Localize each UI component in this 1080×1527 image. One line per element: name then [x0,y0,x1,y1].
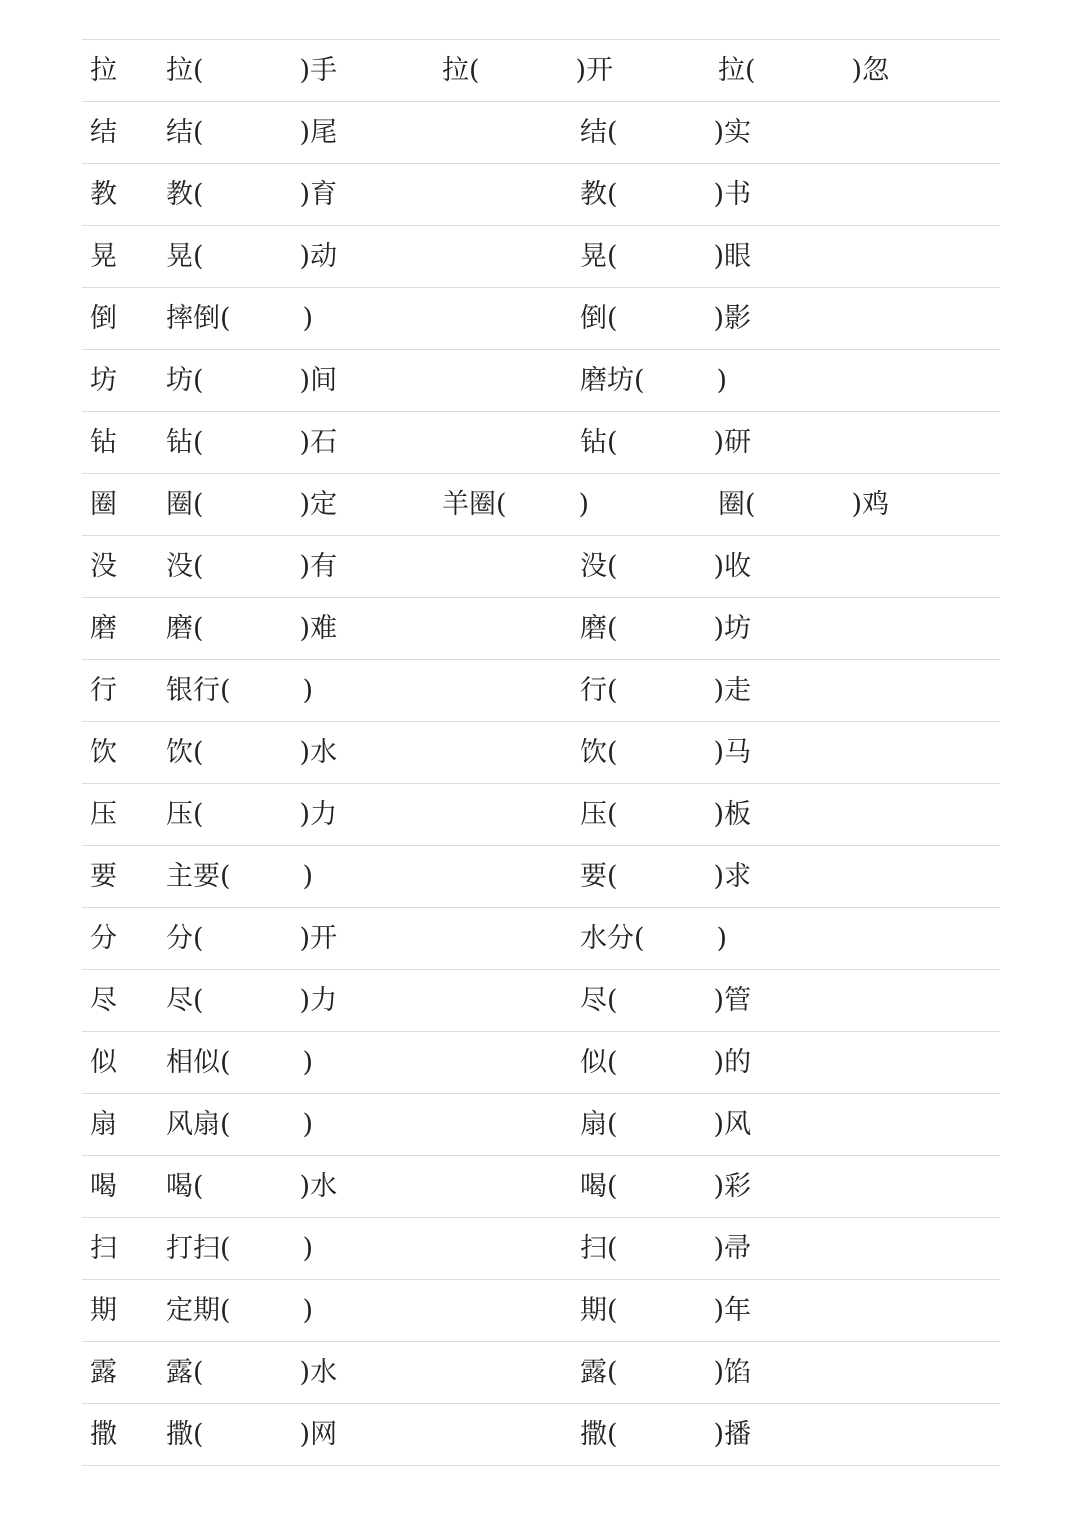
word-item-b [580,536,751,598]
table-row [82,1218,1000,1280]
word-item-a [166,1404,337,1466]
word-item-a [166,102,337,164]
word-item-b [442,40,613,102]
word-item-c [718,40,889,102]
pinyin-answer-blank[interactable] [618,1049,714,1079]
pinyin-answer-blank[interactable] [618,677,714,707]
table-row [82,1032,1000,1094]
word-suffix: )收 [713,551,752,582]
word-suffix: )馅 [713,1357,752,1388]
table-row [82,970,1000,1032]
pinyin-answer-blank[interactable] [204,925,300,955]
pinyin-answer-blank[interactable] [618,615,714,645]
table-row [82,784,1000,846]
word-item-a [166,598,337,660]
word-prefix: 喝( [166,1171,204,1202]
word-item-b [580,350,727,412]
word-suffix: )忽 [851,55,890,86]
word-prefix: 分( [166,923,204,954]
word-prefix: 拉( [166,55,204,86]
table-row [82,1156,1000,1218]
pinyin-answer-blank[interactable] [204,367,300,397]
word-item-b [580,1218,751,1280]
table-row [82,474,1000,536]
word-suffix: )求 [713,861,752,892]
pinyin-answer-blank[interactable] [204,739,300,769]
pinyin-answer-blank[interactable] [204,1421,300,1451]
polyphone-char: 钻 [90,427,117,458]
table-row [82,722,1000,784]
pinyin-answer-blank[interactable] [204,1173,300,1203]
table-row [82,908,1000,970]
pinyin-answer-blank[interactable] [231,1297,303,1327]
word-suffix: )开 [299,923,338,954]
table-row [82,598,1000,660]
pinyin-answer-blank[interactable] [618,987,714,1017]
polyphone-char: 喝 [90,1171,117,1202]
word-prefix: 压( [580,799,618,830]
word-prefix: 结( [166,117,204,148]
word-suffix: )马 [713,737,752,768]
pinyin-answer-blank[interactable] [618,1359,714,1389]
table-row [82,536,1000,598]
word-suffix: )动 [299,241,338,272]
polyphone-char: 没 [90,551,117,582]
word-item-a [166,784,337,846]
pinyin-answer-blank[interactable] [618,1297,714,1327]
pinyin-answer-blank[interactable] [231,305,303,335]
word-prefix: 相似( [166,1047,231,1078]
pinyin-answer-blank[interactable] [618,305,714,335]
pinyin-answer-blank[interactable] [618,863,714,893]
pinyin-answer-blank[interactable] [231,677,303,707]
word-item-b [580,164,751,226]
pinyin-answer-blank[interactable] [756,491,852,521]
word-item-a [166,1156,337,1218]
word-suffix: )水 [299,1171,338,1202]
word-prefix: 摔倒( [166,303,231,334]
polyphone-char: 期 [90,1295,117,1326]
pinyin-answer-blank[interactable] [231,1049,303,1079]
word-suffix: )书 [713,179,752,210]
word-suffix: )走 [713,675,752,706]
word-suffix: )难 [299,613,338,644]
pinyin-answer-blank[interactable] [231,1111,303,1141]
word-item-b [580,970,751,1032]
polyphone-char: 饮 [90,737,117,768]
word-prefix: 没( [580,551,618,582]
word-prefix: 尽( [580,985,618,1016]
pinyin-answer-blank[interactable] [204,553,300,583]
word-suffix: )网 [299,1419,338,1450]
word-item-b [580,846,751,908]
word-suffix: )风 [713,1109,752,1140]
polyphone-char: 倒 [90,303,117,334]
word-suffix: )的 [713,1047,752,1078]
pinyin-answer-blank[interactable] [618,1111,714,1141]
word-prefix: 倒( [580,303,618,334]
word-item-c [718,474,889,536]
polyphone-char: 撒 [90,1419,117,1450]
word-prefix: 磨( [166,613,204,644]
word-item-a [166,1280,313,1342]
table-row [82,412,1000,474]
word-suffix: )坊 [713,613,752,644]
pinyin-answer-blank[interactable] [480,57,576,87]
word-prefix: 教( [166,179,204,210]
word-prefix: 饮( [580,737,618,768]
word-item-a [166,412,337,474]
word-prefix: 饮( [166,737,204,768]
worksheet-table [82,39,1000,1466]
table-row [82,1094,1000,1156]
word-suffix: ) [302,1295,314,1326]
word-suffix: )有 [299,551,338,582]
pinyin-answer-blank[interactable] [204,491,300,521]
word-suffix: ) [302,303,314,334]
word-suffix: )实 [713,117,752,148]
word-prefix: 压( [166,799,204,830]
pinyin-answer-blank[interactable] [507,491,579,521]
word-item-b [580,412,751,474]
word-item-b [580,1342,751,1404]
table-row [82,226,1000,288]
word-prefix: 晃( [166,241,204,272]
word-prefix: 羊圈( [442,489,507,520]
polyphone-char: 圈 [90,489,117,520]
word-item-b [580,1156,751,1218]
word-item-a [166,1032,313,1094]
word-suffix: )眼 [713,241,752,272]
word-suffix: ) [716,365,728,396]
polyphone-char: 扫 [90,1233,117,1264]
polyphone-char: 要 [90,861,117,892]
pinyin-answer-blank[interactable] [618,119,714,149]
word-suffix: )育 [299,179,338,210]
word-prefix: 结( [580,117,618,148]
word-prefix: 磨坊( [580,365,645,396]
pinyin-answer-blank[interactable] [204,57,300,87]
word-prefix: 露( [166,1357,204,1388]
word-prefix: 撒( [580,1419,618,1450]
word-prefix: 喝( [580,1171,618,1202]
word-item-b [580,598,751,660]
pinyin-answer-blank[interactable] [204,429,300,459]
pinyin-answer-blank[interactable] [204,1359,300,1389]
polyphone-char: 结 [90,117,117,148]
word-prefix: 风扇( [166,1109,231,1140]
word-item-b [580,1280,751,1342]
word-prefix: 露( [580,1357,618,1388]
word-item-b [442,474,589,536]
word-prefix: 教( [580,179,618,210]
word-suffix: ) [302,861,314,892]
word-prefix: 打扫( [166,1233,231,1264]
word-prefix: 行( [580,675,618,706]
word-prefix: 水分( [580,923,645,954]
word-prefix: 拉( [718,55,756,86]
word-prefix: 坊( [166,365,204,396]
word-item-b [580,102,751,164]
word-suffix: ) [302,1047,314,1078]
pinyin-answer-blank[interactable] [645,367,717,397]
word-suffix: )鸡 [851,489,890,520]
word-suffix: )水 [299,737,338,768]
word-prefix: 扫( [580,1233,618,1264]
pinyin-answer-blank[interactable] [204,243,300,273]
table-row [82,1404,1000,1466]
word-prefix: 没( [166,551,204,582]
table-row [82,1280,1000,1342]
pinyin-answer-blank[interactable] [618,1173,714,1203]
word-item-a [166,288,313,350]
word-suffix: )间 [299,365,338,396]
pinyin-answer-blank[interactable] [231,863,303,893]
table-row [82,102,1000,164]
word-suffix: )彩 [713,1171,752,1202]
word-item-a [166,350,337,412]
word-item-b [580,1404,751,1466]
word-suffix: ) [578,489,590,520]
word-prefix: 磨( [580,613,618,644]
word-prefix: 尽( [166,985,204,1016]
word-item-a [166,660,313,722]
pinyin-answer-blank[interactable] [618,739,714,769]
word-prefix: 撒( [166,1419,204,1450]
word-item-a [166,1342,337,1404]
word-suffix: )帚 [713,1233,752,1264]
word-prefix: 主要( [166,861,231,892]
word-suffix: )尾 [299,117,338,148]
word-prefix: 期( [580,1295,618,1326]
word-item-b [580,784,751,846]
polyphone-char: 分 [90,923,117,954]
word-item-b [580,1094,751,1156]
word-suffix: )板 [713,799,752,830]
pinyin-answer-blank[interactable] [204,987,300,1017]
word-suffix: )影 [713,303,752,334]
word-item-a [166,846,313,908]
table-row [82,350,1000,412]
word-prefix: 要( [580,861,618,892]
word-prefix: 银行( [166,675,231,706]
word-prefix: 定期( [166,1295,231,1326]
table-row [82,40,1000,102]
polyphone-char: 尽 [90,985,117,1016]
word-suffix: )年 [713,1295,752,1326]
pinyin-answer-blank[interactable] [756,57,852,87]
pinyin-answer-blank[interactable] [618,801,714,831]
pinyin-answer-blank[interactable] [618,429,714,459]
word-item-a [166,970,337,1032]
word-item-a [166,474,337,536]
table-row [82,846,1000,908]
pinyin-answer-blank[interactable] [204,615,300,645]
word-suffix: )开 [575,55,614,86]
polyphone-char: 压 [90,799,117,830]
word-suffix: )石 [299,427,338,458]
word-suffix: )播 [713,1419,752,1450]
word-prefix: 扇( [580,1109,618,1140]
polyphone-char: 坊 [90,365,117,396]
table-row [82,1342,1000,1404]
pinyin-answer-blank[interactable] [645,925,717,955]
word-suffix: )力 [299,985,338,1016]
word-suffix: ) [302,675,314,706]
word-item-b [580,1032,751,1094]
word-prefix: 圈( [166,489,204,520]
word-item-a [166,1218,313,1280]
word-prefix: 晃( [580,241,618,272]
pinyin-answer-blank[interactable] [618,1235,714,1265]
polyphone-char: 磨 [90,613,117,644]
word-suffix: )水 [299,1357,338,1388]
table-row [82,660,1000,722]
word-item-b [580,660,751,722]
word-item-a [166,1094,313,1156]
word-item-a [166,722,337,784]
pinyin-answer-blank[interactable] [231,1235,303,1265]
pinyin-answer-blank[interactable] [618,181,714,211]
word-item-a [166,908,337,970]
word-prefix: 似( [580,1047,618,1078]
word-suffix: )定 [299,489,338,520]
word-prefix: 钻( [166,427,204,458]
pinyin-answer-blank[interactable] [618,243,714,273]
word-suffix: ) [302,1109,314,1140]
polyphone-char: 晃 [90,241,117,272]
word-prefix: 钻( [580,427,618,458]
word-item-a [166,536,337,598]
word-suffix: )管 [713,985,752,1016]
word-suffix: )研 [713,427,752,458]
pinyin-answer-blank[interactable] [204,181,300,211]
word-prefix: 圈( [718,489,756,520]
polyphone-char: 扇 [90,1109,117,1140]
polyphone-char: 教 [90,179,117,210]
word-item-a [166,40,337,102]
word-item-b [580,722,751,784]
word-prefix: 拉( [442,55,480,86]
pinyin-answer-blank[interactable] [618,553,714,583]
word-item-b [580,226,751,288]
word-item-a [166,226,337,288]
table-row [82,288,1000,350]
pinyin-answer-blank[interactable] [204,801,300,831]
polyphone-char: 行 [90,675,117,706]
polyphone-char: 拉 [90,55,117,86]
table-row [82,164,1000,226]
word-suffix: )力 [299,799,338,830]
pinyin-answer-blank[interactable] [204,119,300,149]
word-suffix: ) [302,1233,314,1264]
polyphone-char: 似 [90,1047,117,1078]
polyphone-char: 露 [90,1357,117,1388]
pinyin-answer-blank[interactable] [618,1421,714,1451]
word-item-b [580,908,727,970]
word-suffix: ) [716,923,728,954]
word-item-a [166,164,337,226]
word-item-b [580,288,751,350]
word-suffix: )手 [299,55,338,86]
